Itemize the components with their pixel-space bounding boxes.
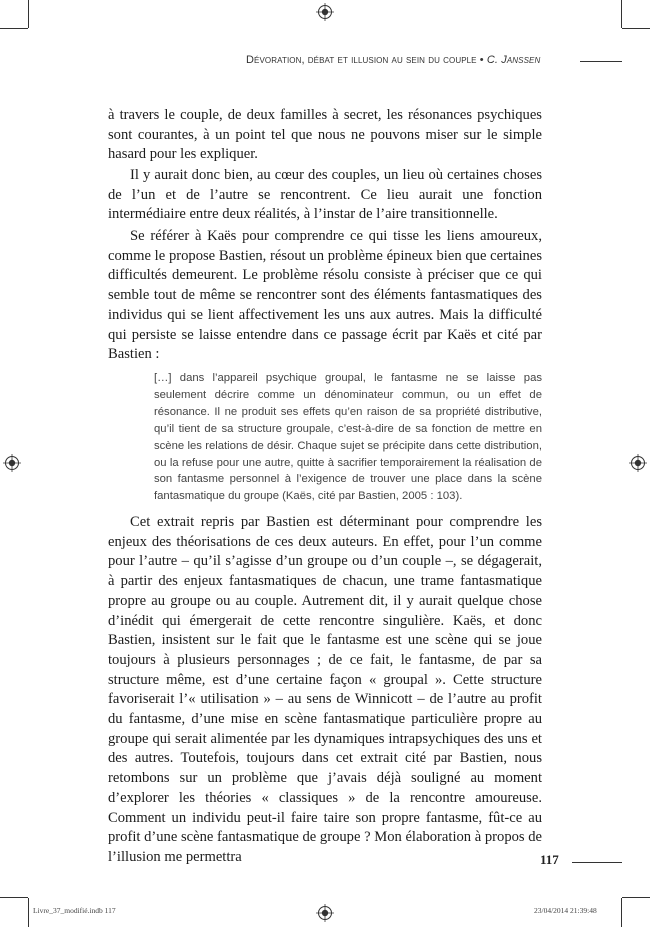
crop-mark-top-right-h	[622, 28, 650, 29]
folio-rule	[572, 862, 622, 863]
crop-mark-bottom-left-v	[28, 898, 29, 927]
registration-mark-icon	[629, 454, 647, 472]
crop-mark-top-left-v	[28, 0, 29, 28]
paragraph-4: Cet extrait repris par Bastien est déterminant pour comprendre les enjeux des théorisations de ces deux auteurs. En effet, pour l’un comme pour l’autre – qu’il s’agisse d’un groupe ou d’un couple –, se dégagerait, à partir des enjeux fantasmatiques de chacun, une trame fantasmatique propre au groupe ou au couple. Autrement dit, il y aurait quelque chose d’inédit qui émergerait de cette rencontre singulière. Kaës, et donc Bastien, insistent sur le fait que le fantasme est une scène qui se joue toujours à plusieurs personnages ; de ce fait, le fantasme, de par sa structure même, est d’une certaine façon « groupal ». Cette structure favoriserait l’« utilisation » – au sens de Winnicott – de l’autre au profit du fantasme, d’une mise en scène fantasmatique particulière propre au groupe qui serait alimentée par les dynamiques intrapsychiques des uns et des autres. Toutefois, toujours dans cet extrait cité par Bastien, nous retombons sur un problème que j’avais déjà souligné au moment d’explorer les théories « classiques » de la rencontre amoureuse. Comment un individu peut-il faire taire son propre fantasme, fût-ce au profit d’une scène fantasmatique de groupe ? Mon élaboration à propos de l’illusion me permettra	[108, 514, 543, 865]
block-quote: […] dans l’appareil psychique groupal, le fantasme ne se laisse pas seulement décrire comme un dénominateur commun, ou un effet de résonance. Il ne produit ses effets qu’en raison de sa propriété distributive, qu’il tient de sa structure groupale, c’est-à-dire de sa fonction de mettre en scène les relations de désir. Chaque sujet se précipite dans cette distribution, ou la refuse pour une autre, quitte à sacrifier temporairement la réalisation de son fantasme personnel à l’exigence de trouver une place dans la scène fantasmatique du groupe (Kaës, cité par Bastien, 2005 : 103).	[154, 372, 542, 503]
crop-mark-top-left-h	[0, 28, 28, 29]
crop-mark-bottom-right-h	[622, 897, 650, 898]
registration-mark-icon	[316, 904, 334, 922]
slug-datetime: 23/04/2014 21:39:48	[534, 906, 597, 915]
crop-mark-top-right-v	[621, 0, 622, 28]
header-title: Dévoration, débat et illusion au sein du couple	[246, 54, 477, 66]
slug-filename: Livre_37_modifié.indb 117	[33, 906, 116, 915]
paragraph-3: Se référer à Kaës pour comprendre ce qui tisse les liens amoureux, comme le propose Bastien, résout un problème épineux bien que certaines difficultés demeurent. Le problème résolu consiste à préciser que ce qui semble tout de même se rencontrer sont des éléments fantasmatiques des individus qui se lient affectivement les uns aux autres. Mais la difficulté qui persiste se laisse entendre dans ce passage écrit par Kaës et cité par Bastien :	[108, 228, 542, 363]
header-rule	[580, 61, 622, 62]
paragraph-1: à travers le couple, de deux familles à secret, les résonances psychiques sont courantes, à un point tel que nous ne pouvons miser sur le simple hasard pour les expliquer.	[108, 107, 542, 163]
running-header	[246, 54, 576, 66]
page-number: 117	[540, 852, 559, 867]
header-author: C. Janssen	[486, 54, 541, 66]
crop-mark-bottom-right-v	[621, 898, 622, 927]
crop-mark-bottom-left-h	[0, 897, 28, 898]
header-separator: •	[479, 54, 484, 66]
registration-mark-icon	[3, 454, 21, 472]
registration-mark-icon	[316, 3, 334, 21]
paragraph-2: Il y aurait donc bien, au cœur des couples, un lieu où certaines choses de l’un et de l’autre se rencontrent. Ce lieu aurait une fonction intermédiaire entre deux réalités, à l’instar de l’aire transitionnelle.	[108, 167, 542, 223]
